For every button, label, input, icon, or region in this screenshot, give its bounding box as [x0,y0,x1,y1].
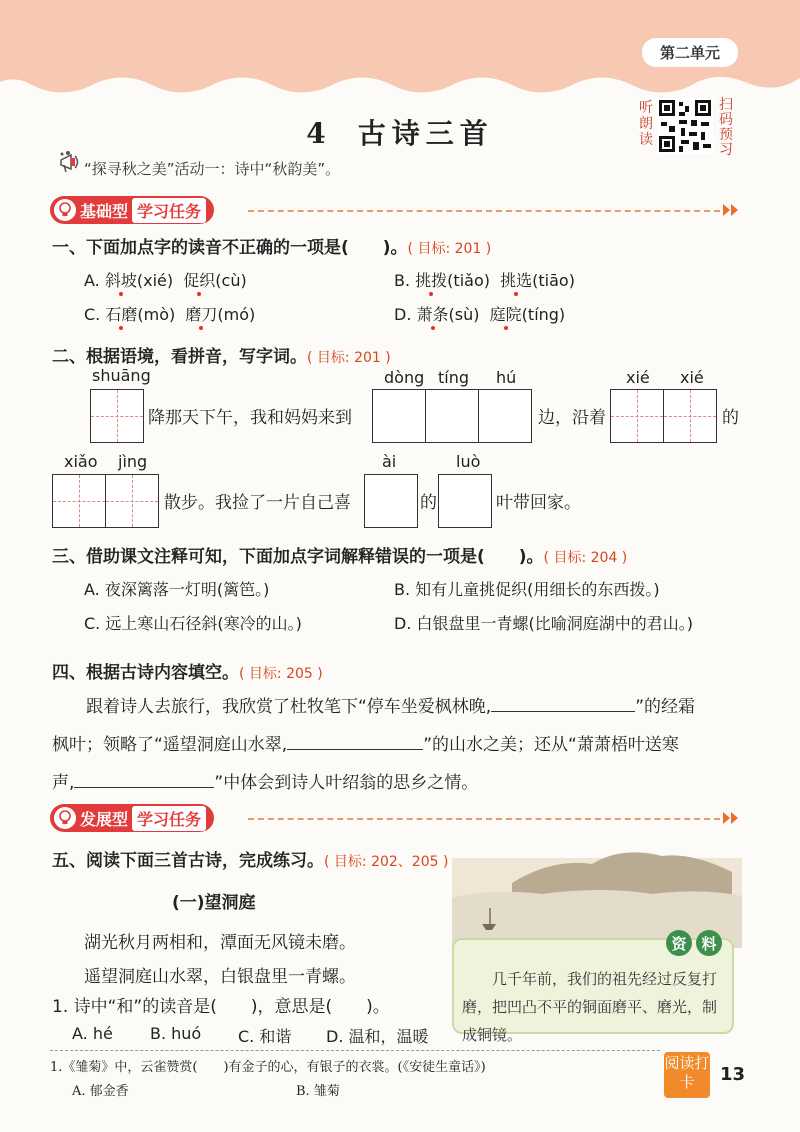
question-2-goal: ( 目标: 201 ) [307,350,391,366]
section-advanced-sublabel: 学习任务 [132,806,206,831]
option-text: 知有儿童挑促织(用细长的东西拨。) [415,580,660,599]
question-4-goal: ( 目标: 205 ) [239,666,323,682]
question-3-stem [52,542,627,567]
option-pinyin: (sù) [448,305,480,324]
question-5-stem [52,846,448,871]
activity-intro [84,158,340,179]
section-advanced-pill [50,804,214,832]
page-number: 13 [720,1064,746,1085]
option-word: 斜坡 [104,271,137,290]
question-4-passage [52,688,752,802]
section-basic-label: 基础型 [80,201,129,221]
note-text-body: 几千年前，我们的祖先经过反复打磨，把凹凸不平的铜面磨平、磨光，制成铜镜。 [462,970,718,1044]
option-letter: C. [84,614,101,633]
megaphone-icon [58,150,82,176]
write-box-dong[interactable] [372,389,426,443]
fill-blank-3[interactable] [74,787,214,788]
lightbulb-icon [54,807,76,829]
question-2-text: 二、根据语境，看拼音，写字词。 [52,347,307,367]
q2-text-5: 的 [420,493,437,513]
footer-option-b[interactable]: B. 雏菊 [296,1084,340,1099]
question-1-text: 一、下面加点字的读音不正确的一项是( )。 [52,238,408,258]
option-pinyin: (xié) [136,271,174,290]
lightbulb-icon [54,199,76,221]
write-box-jing[interactable] [105,474,159,528]
activity-intro-text: “探寻秋之美”活动一：诗中“秋韵美”。 [84,160,341,178]
passage-text: ”的经霜 [635,697,696,717]
reading-checkin-badge[interactable] [664,1052,710,1098]
q1-option-c[interactable] [84,302,255,325]
option-pinyin: (tíng) [521,305,566,324]
section-divider [248,210,720,212]
qr-code-icon[interactable] [657,98,713,154]
pinyin-shuang: shuāng [92,366,151,385]
option-pinyin: (tiǎo) [447,271,490,290]
q2-text-2: 边，沿着 [538,408,606,428]
poem-line-1 [84,928,356,953]
option-letter: B. [394,580,411,599]
q3-option-a[interactable] [84,577,269,600]
q2-text-6: 叶带回家。 [496,493,581,513]
pinyin-xiao: xiǎo [64,452,98,471]
unit-tag: 第二单元 [642,38,738,67]
section-basic-sublabel: 学习任务 [132,198,206,223]
q1-option-b[interactable] [394,268,575,291]
write-box-hu[interactable] [478,389,532,443]
section-advanced-banner [50,804,214,832]
footer-question: 1.《雏菊》中，云雀赞赏( )有金子的心，有银子的衣裳。(《安徒生童话》) [50,1060,486,1075]
passage-text: 声, [52,773,75,793]
lesson-name: 古诗三首 [357,117,494,150]
double-arrow-icon [722,202,740,218]
question-3-text: 三、借助课文注释可知，下面加点字词解释错误的一项是( )。 [52,547,544,567]
q2-text-4: 散步。我捡了一片自己喜 [164,493,351,513]
sub1-option-c[interactable]: C. 和谐 [238,1027,292,1046]
sub-question-1 [52,992,390,1017]
option-letter: B. [394,271,411,290]
write-box-xie-1[interactable] [610,389,664,443]
section-basic-banner [50,196,214,224]
write-box-xie-2[interactable] [663,389,717,443]
write-box-xiao[interactable] [52,474,106,528]
pinyin-ting: tíng [438,368,470,387]
pinyin-xie-2: xié [680,368,704,387]
section-basic-pill [50,196,214,224]
sub1-option-d[interactable]: D. 温和，温暖 [326,1027,429,1046]
write-box-ai[interactable] [364,474,418,528]
q3-option-d[interactable] [394,611,693,634]
checkin-label: 阅读打卡 [664,1054,710,1091]
option-pinyin: (tiāo) [532,271,575,290]
option-letter: C. [84,305,101,324]
footer-divider [50,1050,660,1051]
option-text: 夜深篱落一灯明(篱笆。) [104,580,270,599]
write-box-ting[interactable] [425,389,479,443]
option-letter: A. [84,271,100,290]
option-word: 石磨 [105,305,138,324]
write-box-luo[interactable] [438,474,492,528]
sub1-option-b[interactable]: B. huó [150,1024,202,1043]
poem-line-text: 遥望洞庭山水翠，白银盘里一青螺。 [84,967,356,987]
option-word: 磨刀 [185,305,218,324]
option-word: 挑选 [500,271,533,290]
passage-text: 跟着诗人去旅行，我欣赏了杜牧笔下“停车坐爱枫林晚, [86,697,492,717]
pinyin-luo: luò [456,452,481,471]
sub-question-text: 1. 诗中“和”的读音是( )，意思是( )。 [52,997,390,1017]
listen-label: 听朗读 [639,100,653,148]
passage-text: ”中体会到诗人叶绍翁的思乡之情。 [214,773,479,793]
note-text [462,965,722,1049]
option-pinyin: (mò) [137,305,176,324]
note-badges [666,930,722,956]
question-4-text: 四、根据古诗内容填空。 [52,663,239,683]
note-badge: 资 [666,930,692,956]
pinyin-dong: dòng [384,368,425,387]
fill-blank-2[interactable] [287,749,423,750]
option-text: 白银盘里一青螺(比喻洞庭湖中的君山。) [416,614,693,633]
option-letter: D. [394,614,412,633]
option-word: 促织 [183,271,216,290]
section-divider [248,818,720,820]
option-letter: A. [84,580,100,599]
scan-preview-label: 扫码预习 [719,97,733,158]
question-3-goal: ( 目标: 204 ) [543,550,628,566]
double-arrow-icon [722,810,740,826]
footer-option-a[interactable]: A. 郁金香 [72,1084,129,1099]
passage-text: 枫叶；领略了“遥望洞庭山水翠, [52,735,288,755]
q2-text-1: 降那天下午，我和妈妈来到 [148,408,352,428]
fill-blank-1[interactable] [491,711,635,712]
pinyin-hu: hú [496,368,517,387]
option-word: 挑拨 [415,271,448,290]
q3-option-c[interactable] [84,611,302,634]
poem-title: (一)望洞庭 [172,893,256,913]
question-5-goal: ( 目标: 202、205 ) [324,854,449,870]
pinyin-xie-1: xié [626,368,650,387]
option-letter: D. [394,305,412,324]
poem-line-text: 湖光秋月两相和，潭面无风镜未磨。 [84,933,356,953]
q3-option-b[interactable] [394,577,660,600]
q2-text-3: 的 [722,408,739,428]
question-1-goal: ( 目标: 201 ) [407,241,492,257]
section-advanced-label: 发展型 [80,809,129,829]
question-5-text: 五、阅读下面三首古诗，完成练习。 [52,851,324,871]
question-2-stem [52,342,391,367]
option-pinyin: (cù) [215,271,247,290]
question-4-stem [52,658,323,683]
note-badge: 料 [696,930,722,956]
poem-line-2 [84,962,356,987]
option-text: 远上寒山石径斜(寒冷的山。) [105,614,302,633]
sub1-option-a[interactable]: A. hé [72,1024,113,1043]
pinyin-jing: jìng [118,452,148,471]
passage-text: ”的山水之美；还从“萧萧梧叶送寒 [423,735,679,755]
q1-option-d[interactable] [394,302,565,325]
question-1-stem [52,233,491,258]
write-box-shuang[interactable] [90,389,144,443]
pinyin-ai: ài [382,452,397,471]
option-pinyin: (mó) [217,305,256,324]
q1-option-a[interactable] [84,268,247,291]
option-word: 萧条 [416,305,449,324]
option-word: 庭院 [489,305,522,324]
lesson-number: 4 [306,117,332,150]
